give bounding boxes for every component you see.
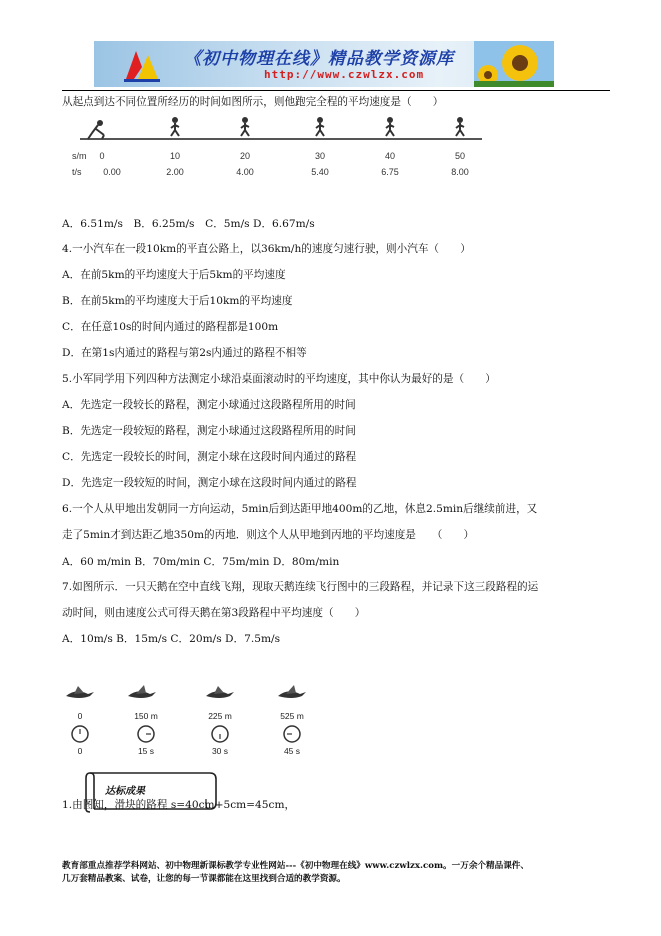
footer-line2: 几万套精品教案、试卷，让您的每一节课都能在这里找到合适的教学资源。 — [62, 874, 346, 884]
scroll-title: 达标成果 — [105, 786, 145, 797]
header-banner — [94, 41, 554, 87]
q3-stem: 从起点到达不同位置所经历的时间如图所示，则他跑完全程的平均速度是（ ） — [62, 96, 444, 108]
t-value: 2.00 — [166, 167, 184, 177]
answer-1: 1.由图知，滑块的路程 s=40cm+5cm=45cm， — [62, 799, 296, 811]
s-value: 0 — [99, 151, 105, 161]
q5-option-b: B．先选定一段较短的路程，测定小球通过这段路程所用的时间 — [62, 425, 356, 437]
q5-option-c: C．先选定一段较长的时间，测定小球在这段时间内通过的路程 — [62, 451, 357, 463]
q4-option-d: D．在第1s内通过的路程与第2s内通过的路程不相等 — [62, 347, 307, 359]
q4-stem: 4.一小汽车在一段10km的平直公路上，以36km/h的速度匀速行驶，则小汽车（ ） — [62, 243, 471, 255]
banner-url[interactable]: http://www.czwlzx.com — [264, 68, 425, 81]
runner-icon — [241, 117, 249, 136]
q3-options: A．6.51m/s B．6.25m/s C．5m/s D．6.67m/s — [62, 218, 315, 230]
q7-stem-line1: 7.如图所示．一只天鹅在空中直线飞翔，现取天鹅连续飞行图中的三段路程，并记录下这三段路程的运 — [62, 581, 539, 593]
t-axis-label: t/s — [72, 167, 82, 177]
q4-option-b: B．在前5km的平均速度大于后10km的平均速度 — [62, 295, 293, 307]
swan-icon — [66, 686, 94, 698]
runner-crouch-icon — [88, 120, 104, 139]
q5-option-d: D．先选定一段较短的时间，测定小球在这段时间内通过的路程 — [62, 477, 357, 489]
running-track-figure — [70, 117, 490, 183]
s-value: 10 — [169, 151, 181, 161]
q4-option-c: C．在任意10s的时间内通过的路程都是100m — [62, 321, 279, 333]
clock-icon — [284, 726, 300, 742]
s-value: 50 — [454, 151, 466, 161]
t-value: 8.00 — [451, 167, 469, 177]
swan-distance-label: 225 m — [208, 711, 232, 721]
swan-time-label: 45 s — [283, 746, 301, 756]
banner-title: 《初中物理在线》精品教学资源库 — [184, 49, 454, 69]
footer — [62, 860, 610, 886]
clock-icon — [72, 726, 88, 742]
footer-line1: 教育部重点推荐学科网站、初中物理新课标教学专业性网站---《初中物理在线》www.czwlzx.com。一万余个精品课件、 — [62, 861, 529, 871]
runner-icon — [316, 117, 324, 136]
s-value: 20 — [239, 151, 251, 161]
q7-options: A．10m/s B．15m/s C．20m/s D．7.5m/s — [62, 633, 281, 645]
s-value: 30 — [314, 151, 326, 161]
q5-stem: 5.小军同学用下列四种方法测定小球沿桌面滚动时的平均速度，其中你认为最好的是（ ） — [62, 373, 496, 385]
runner-icon — [171, 117, 179, 136]
q7-stem-line2: 动时间，则由速度公式可得天鹅在第3段路程中平均速度（ ） — [62, 607, 366, 619]
swan-time-label: 30 s — [211, 746, 229, 756]
t-value: 6.75 — [381, 167, 399, 177]
runner-icon — [456, 117, 464, 136]
s-axis-label: s/m — [72, 151, 87, 161]
q6-options: A．60 m/min B．70m/min C．75m/min D．80m/min — [62, 556, 340, 568]
q5-option-a: A．先选定一段较长的路程，测定小球通过这段路程所用的时间 — [62, 399, 356, 411]
site-logo-icon — [122, 45, 162, 83]
swan-icon — [206, 686, 234, 698]
q4-option-a: A．在前5km的平均速度大于后5km的平均速度 — [62, 269, 286, 281]
sunflower-icon — [474, 41, 554, 87]
swan-time-label: 0 — [77, 746, 83, 756]
swan-distance-label: 150 m — [134, 711, 158, 721]
swan-distance-label: 525 m — [280, 711, 304, 721]
runner-icon — [386, 117, 394, 136]
swan-distance-label: 0 — [77, 711, 83, 721]
clock-icon — [138, 726, 154, 742]
t-value: 0.00 — [103, 167, 121, 177]
s-value: 40 — [384, 151, 396, 161]
q6-stem-line1: 6.一个人从甲地出发朝同一方向运动，5min后到达距甲地400m的乙地，休息2.5min后继续前进，又 — [62, 503, 538, 515]
swan-time-label: 15 s — [137, 746, 155, 756]
swan-icon — [128, 685, 156, 698]
t-value: 4.00 — [236, 167, 254, 177]
clock-icon — [212, 726, 228, 742]
t-value: 5.40 — [311, 167, 329, 177]
q6-stem-line2: 走了5min才到达距乙地350m的丙地．则这个人从甲地到丙地的平均速度是 （ ） — [62, 529, 475, 541]
swan-flight-figure — [60, 682, 320, 758]
swan-icon — [278, 685, 306, 698]
header-rule — [62, 90, 610, 91]
